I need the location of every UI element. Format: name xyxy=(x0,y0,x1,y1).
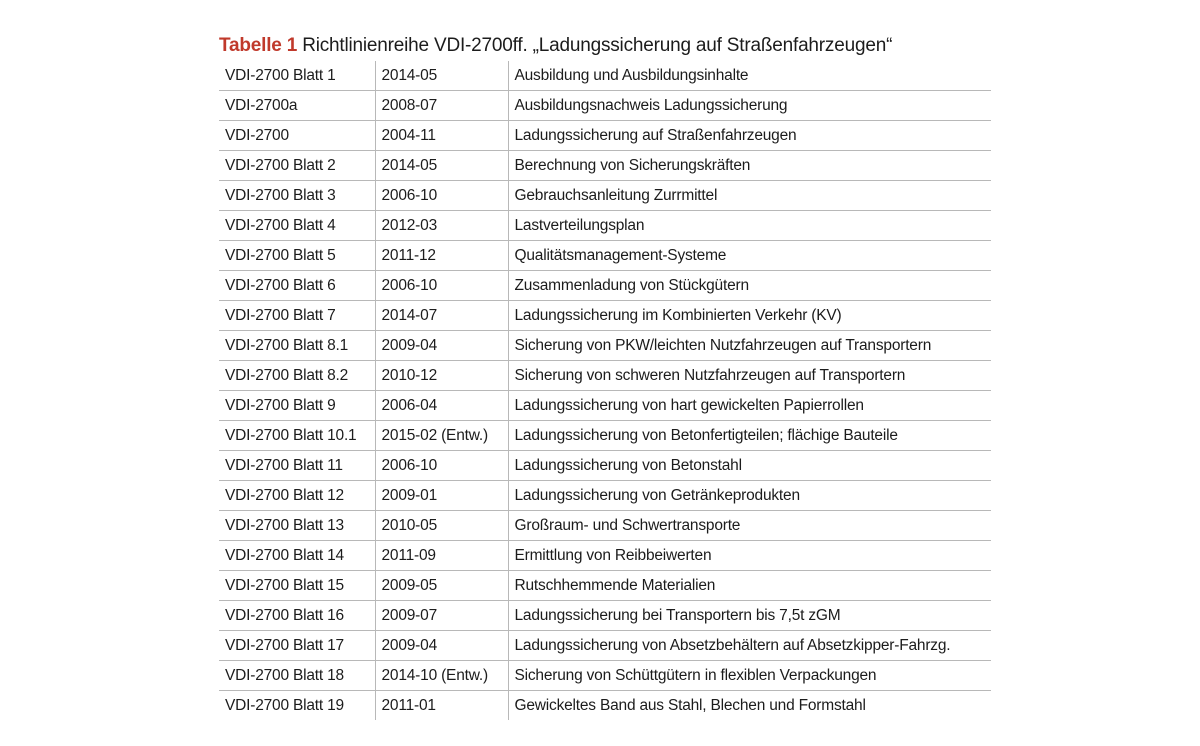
cell-date: 2014-05 xyxy=(375,151,508,181)
cell-title: Gewickeltes Band aus Stahl, Blechen und Formstahl xyxy=(508,691,991,721)
table-row xyxy=(219,391,991,421)
table-row xyxy=(219,61,991,91)
cell-date: 2006-10 xyxy=(375,451,508,481)
cell-title: Ladungssicherung bei Transportern bis 7,5t zGM xyxy=(508,601,991,631)
cell-guideline: VDI-2700 Blatt 8.1 xyxy=(219,331,375,361)
cell-guideline: VDI-2700 Blatt 8.2 xyxy=(219,361,375,391)
cell-guideline: VDI-2700 Blatt 17 xyxy=(219,631,375,661)
table-row xyxy=(219,331,991,361)
cell-title: Ladungssicherung von Getränkeprodukten xyxy=(508,481,991,511)
cell-guideline: VDI-2700 Blatt 10.1 xyxy=(219,421,375,451)
cell-date: 2011-09 xyxy=(375,541,508,571)
table-row xyxy=(219,451,991,481)
cell-date: 2006-10 xyxy=(375,271,508,301)
cell-date: 2015-02 (Entw.) xyxy=(375,421,508,451)
cell-date: 2006-10 xyxy=(375,181,508,211)
cell-guideline: VDI-2700 Blatt 14 xyxy=(219,541,375,571)
cell-title: Ermittlung von Reibbeiwerten xyxy=(508,541,991,571)
cell-guideline: VDI-2700 Blatt 15 xyxy=(219,571,375,601)
cell-guideline: VDI-2700 Blatt 1 xyxy=(219,61,375,91)
table-row xyxy=(219,241,991,271)
cell-title: Ladungssicherung im Kombinierten Verkehr (KV) xyxy=(508,301,991,331)
table-row xyxy=(219,481,991,511)
cell-date: 2011-01 xyxy=(375,691,508,721)
table-row xyxy=(219,601,991,631)
cell-guideline: VDI-2700 Blatt 12 xyxy=(219,481,375,511)
cell-title: Sicherung von Schüttgütern in flexiblen Verpackungen xyxy=(508,661,991,691)
cell-guideline: VDI-2700 Blatt 18 xyxy=(219,661,375,691)
cell-title: Ladungssicherung auf Straßenfahrzeugen xyxy=(508,121,991,151)
cell-guideline: VDI-2700 Blatt 7 xyxy=(219,301,375,331)
cell-guideline: VDI-2700 Blatt 16 xyxy=(219,601,375,631)
cell-guideline: VDI-2700 Blatt 4 xyxy=(219,211,375,241)
cell-date: 2011-12 xyxy=(375,241,508,271)
table-row xyxy=(219,301,991,331)
cell-title: Rutschhemmende Materialien xyxy=(508,571,991,601)
cell-title: Qualitätsmanagement-Systeme xyxy=(508,241,991,271)
cell-date: 2010-05 xyxy=(375,511,508,541)
guideline-table-body xyxy=(219,61,991,720)
cell-title: Sicherung von schweren Nutzfahrzeugen auf Transportern xyxy=(508,361,991,391)
cell-title: Ladungssicherung von Betonfertigteilen; flächige Bauteile xyxy=(508,421,991,451)
cell-title: Ausbildung und Ausbildungsinhalte xyxy=(508,61,991,91)
cell-guideline: VDI-2700 Blatt 9 xyxy=(219,391,375,421)
cell-date: 2006-04 xyxy=(375,391,508,421)
table-row xyxy=(219,361,991,391)
table-row xyxy=(219,661,991,691)
cell-title: Ladungssicherung von Betonstahl xyxy=(508,451,991,481)
cell-date: 2014-07 xyxy=(375,301,508,331)
table-caption xyxy=(219,34,892,58)
cell-title: Sicherung von PKW/leichten Nutzfahrzeugen auf Transportern xyxy=(508,331,991,361)
cell-guideline: VDI-2700 Blatt 2 xyxy=(219,151,375,181)
table-row xyxy=(219,541,991,571)
cell-title: Großraum- und Schwertransporte xyxy=(508,511,991,541)
cell-guideline: VDI-2700 Blatt 19 xyxy=(225,696,344,714)
guideline-table xyxy=(219,61,991,720)
cell-date: 2008-07 xyxy=(375,91,508,121)
cell-title: Zusammenladung von Stückgütern xyxy=(508,271,991,301)
cell-date: 2009-01 xyxy=(375,481,508,511)
table-caption-text: Richtlinienreihe VDI-2700ff. „Ladungssicherung auf Straßenfahrzeugen“ xyxy=(302,35,893,56)
cell-guideline: VDI-2700 Blatt 5 xyxy=(219,241,375,271)
cell-date: 2009-05 xyxy=(375,571,508,601)
table-row xyxy=(219,121,991,151)
cell-title: Lastverteilungsplan xyxy=(508,211,991,241)
table-row xyxy=(219,691,991,721)
table-row xyxy=(219,511,991,541)
cell-guideline: VDI-2700 Blatt 3 xyxy=(219,181,375,211)
cell-date: 2014-05 xyxy=(375,61,508,91)
cell-title: Ladungssicherung von hart gewickelten Papierrollen xyxy=(508,391,991,421)
cell-date: 2014-10 (Entw.) xyxy=(375,661,508,691)
cell-guideline: VDI-2700 Blatt 6 xyxy=(219,271,375,301)
cell-title: Ausbildungsnachweis Ladungssicherung xyxy=(508,91,991,121)
table-row xyxy=(219,181,991,211)
table-row xyxy=(219,91,991,121)
cell-guideline: VDI-2700 xyxy=(219,121,375,151)
cell-guideline: VDI-2700 Blatt 13 xyxy=(219,511,375,541)
cell-guideline: VDI-2700 Blatt 11 xyxy=(219,451,375,481)
cell-date: 2009-07 xyxy=(375,601,508,631)
table-row xyxy=(219,421,991,451)
cell-date: 2009-04 xyxy=(375,631,508,661)
cell-date: 2010-12 xyxy=(375,361,508,391)
table-row xyxy=(219,271,991,301)
cell-title: Berechnung von Sicherungskräften xyxy=(508,151,991,181)
cell-title: Gebrauchsanleitung Zurrmittel xyxy=(508,181,991,211)
table-caption-label: Tabelle 1 xyxy=(219,35,298,56)
cell-title: Ladungssicherung von Absetzbehältern auf Absetzkipper-Fahrzg. xyxy=(508,631,991,661)
table-row xyxy=(219,151,991,181)
cell-date: 2004-11 xyxy=(375,121,508,151)
table-row xyxy=(219,631,991,661)
table-row xyxy=(219,571,991,601)
table-row xyxy=(219,211,991,241)
cell-guideline: VDI-2700a xyxy=(219,91,375,121)
cell-date: 2009-04 xyxy=(375,331,508,361)
cell-date: 2012-03 xyxy=(375,211,508,241)
